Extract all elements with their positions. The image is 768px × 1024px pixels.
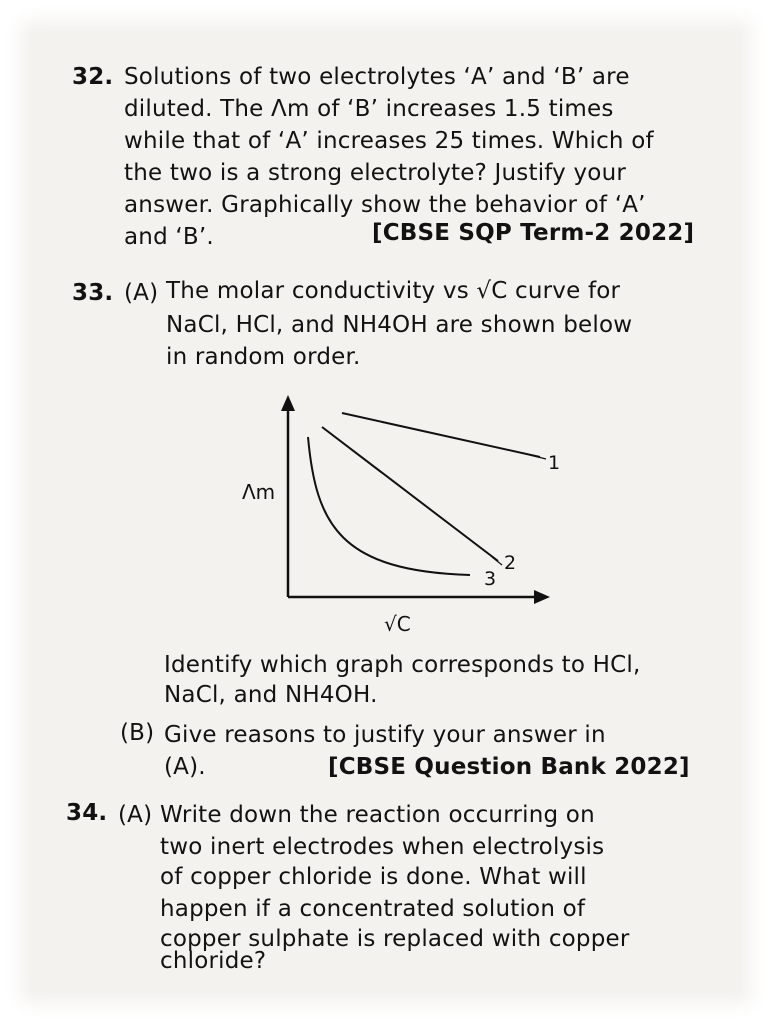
question-text-line: Solutions of two electrolytes ‘A’ and ‘B’ are (124, 64, 630, 90)
question-text-line: NaCl, HCl, and NH4OH are shown below (166, 312, 633, 338)
x-axis-arrow (534, 590, 550, 604)
curve-label-1: 1 (548, 452, 561, 474)
question-text-line: Give reasons to justify your answer in (164, 722, 606, 748)
part-label: (A) (118, 802, 153, 828)
question-text-line: while that of ‘A’ increases 25 times. Which of (124, 128, 654, 154)
question-text-line: Identify which graph corresponds to HCl, (164, 652, 641, 678)
question-number: 33. (72, 280, 114, 306)
curve-2-leader (492, 557, 502, 565)
source-reference: [CBSE SQP Term-2 2022] (372, 220, 695, 246)
curve-3 (308, 437, 470, 575)
x-axis-label: √C (384, 612, 411, 636)
question-text-line: The molar conductivity vs √C curve for (166, 278, 621, 304)
question-text-line: happen if a concentrated solution of (160, 896, 586, 922)
question-text-line: copper sulphate is replaced with copper (160, 926, 630, 952)
part-label: (B) (120, 720, 155, 746)
y-axis-arrow (281, 395, 295, 411)
question-text-line: (A). (164, 754, 206, 780)
question-text-line: the two is a strong electrolyte? Justify your (124, 160, 627, 186)
question-text-line: two inert electrodes when electrolysis (160, 834, 605, 860)
part-label: (A) (124, 280, 159, 306)
question-text-line: Write down the reaction occurring on (160, 802, 595, 828)
question-text-line: diluted. The Λm of ‘B’ increases 1.5 times (124, 96, 614, 122)
question-text-line: and ‘B’. (124, 224, 214, 250)
curve-1 (342, 413, 540, 457)
question-text-line: chloride? (160, 948, 267, 974)
question-text-line: of copper chloride is done. What will (160, 864, 587, 890)
question-number: 34. (66, 800, 108, 826)
curve-label-2: 2 (504, 552, 517, 574)
question-text-line: answer. Graphically show the behavior of ‘A’ (124, 192, 646, 218)
question-text-line: NaCl, and NH4OH. (164, 682, 378, 708)
question-text-line: in random order. (166, 344, 361, 370)
question-number: 32. (72, 64, 114, 90)
source-reference: [CBSE Question Bank 2022] (328, 754, 690, 780)
molar-conductivity-graph (230, 385, 570, 645)
curve-label-3: 3 (484, 568, 497, 590)
y-axis-label: Λm (242, 480, 276, 504)
